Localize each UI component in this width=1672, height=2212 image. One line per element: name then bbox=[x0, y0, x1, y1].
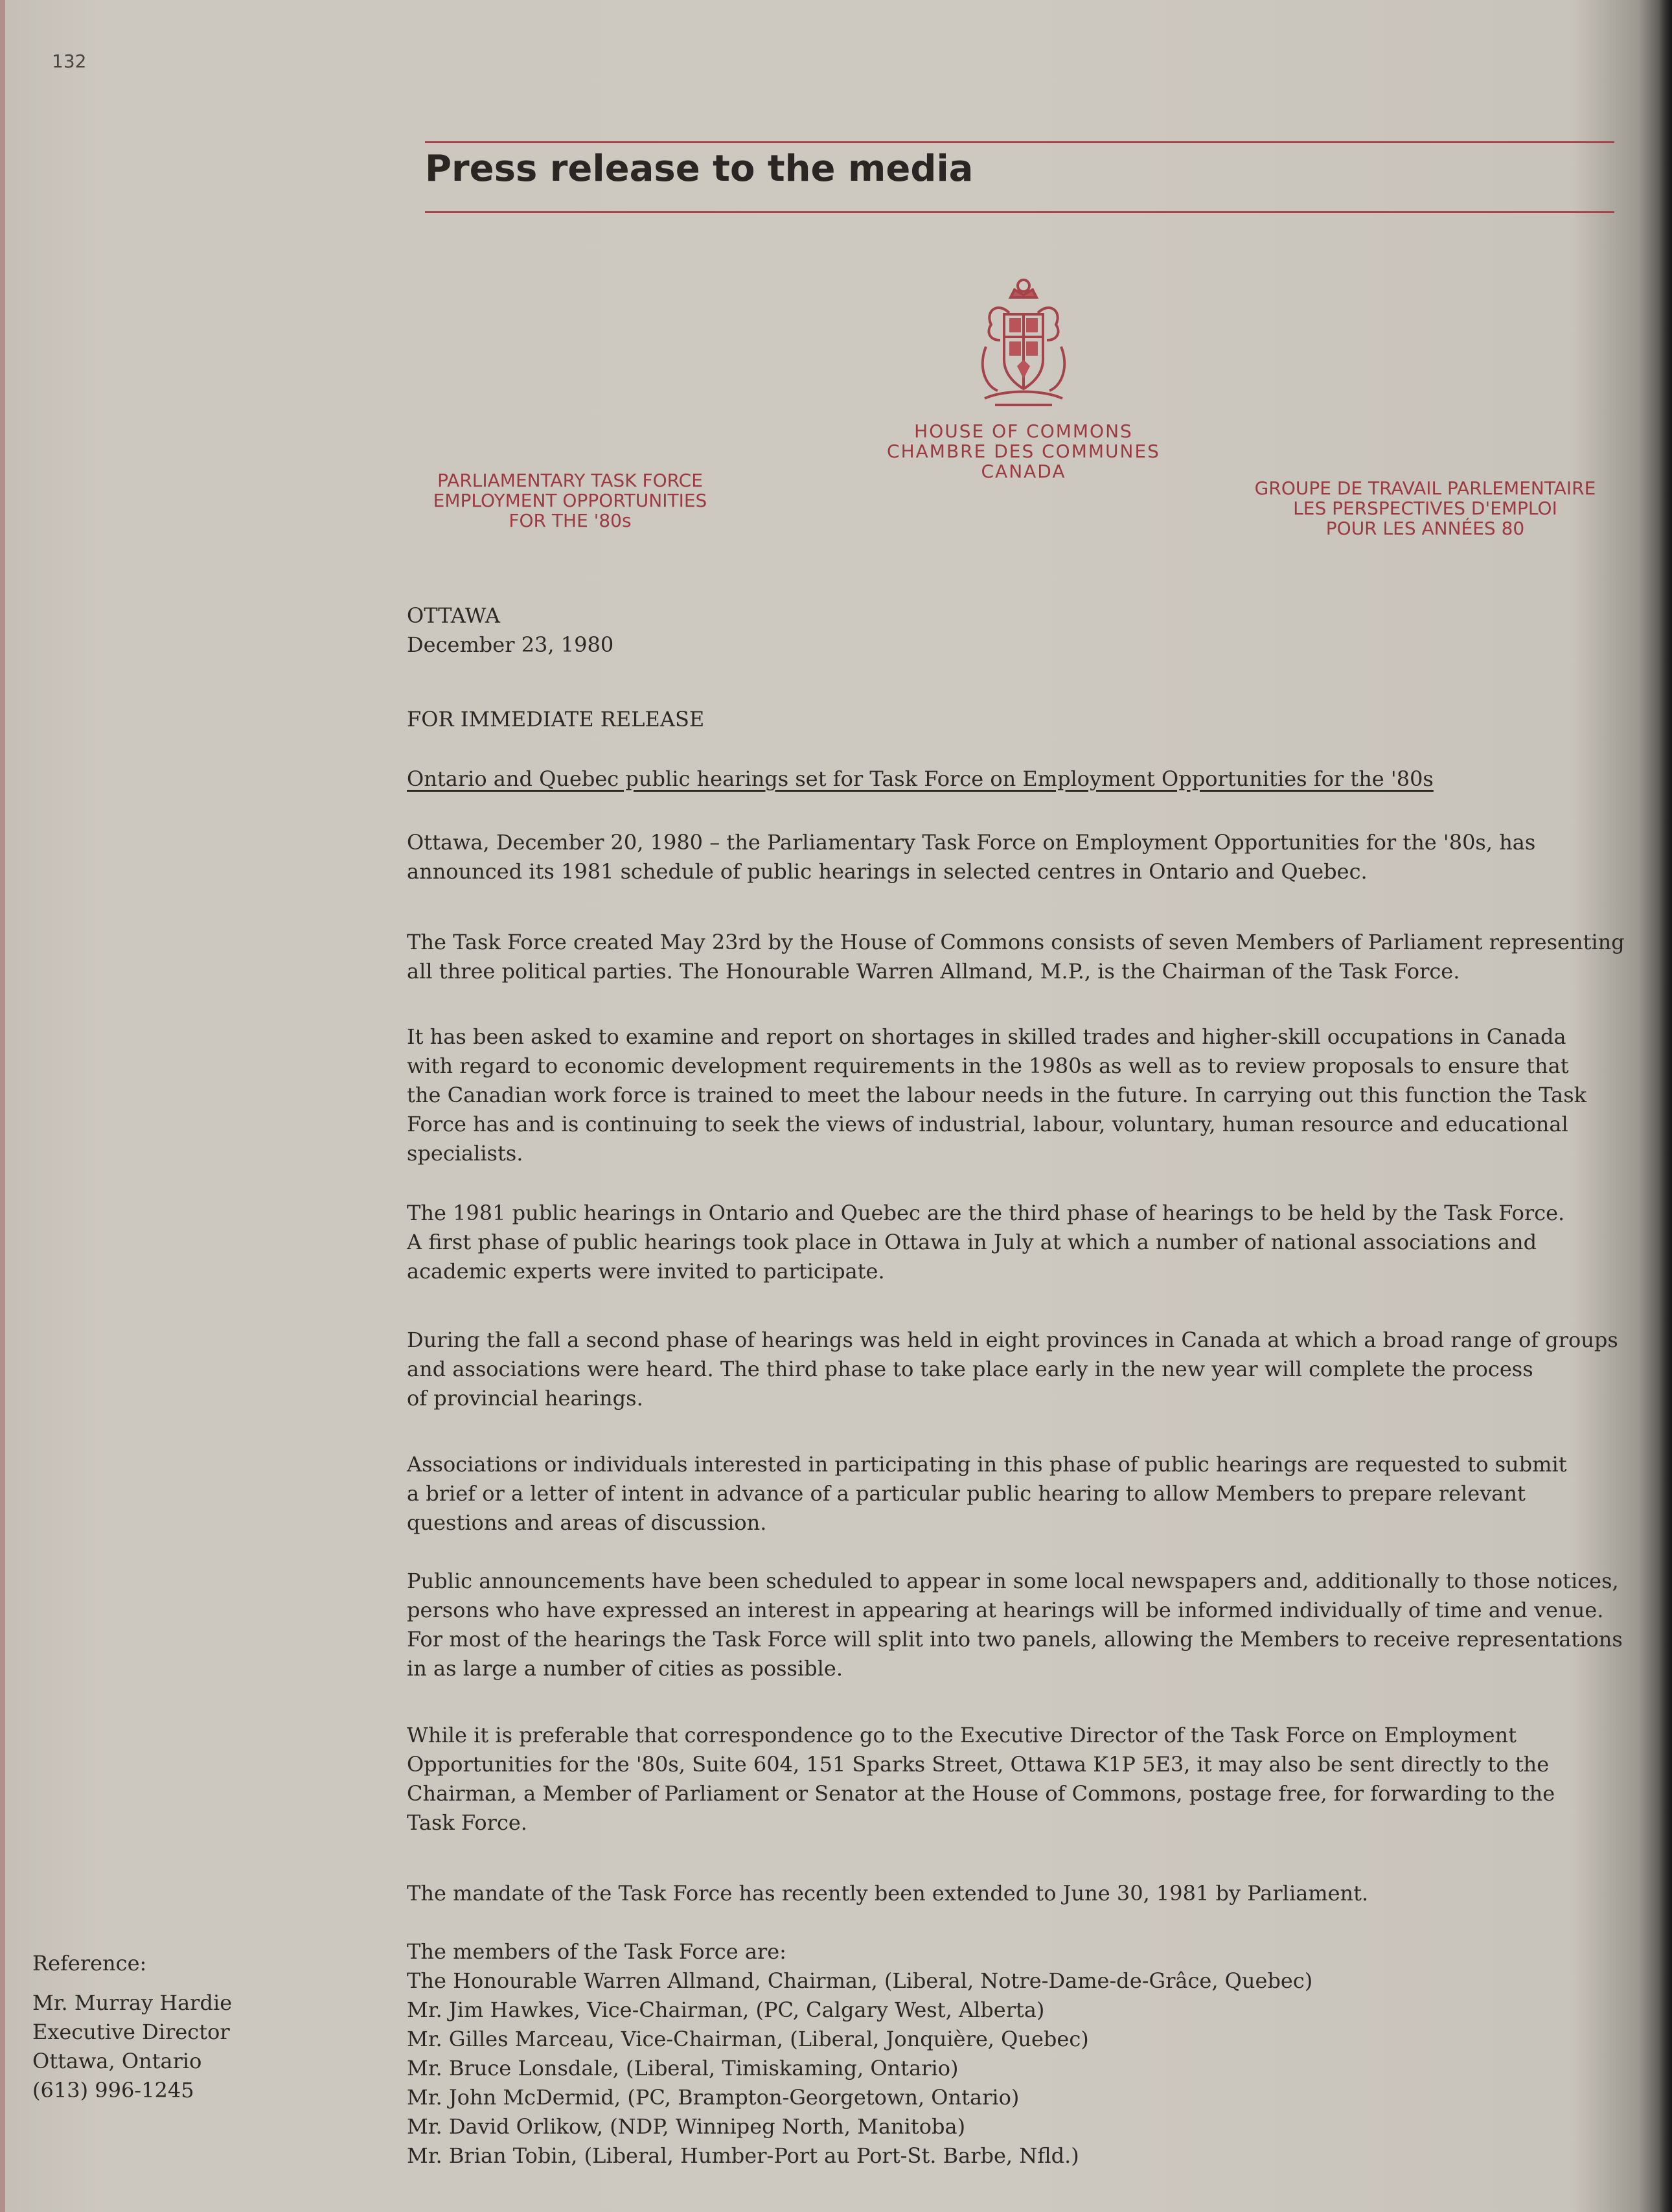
paragraph-line: academic experts were invited to participate. bbox=[407, 1259, 885, 1284]
paragraph-line: While it is preferable that correspondence go to the Executive Director of the Task Force on Employment bbox=[407, 1723, 1517, 1747]
dateline-date: December 23, 1980 bbox=[407, 632, 614, 657]
reference-line: Mr. Murray Hardie bbox=[32, 1990, 233, 2015]
paragraph bbox=[407, 1879, 1586, 1908]
org-line: POUR LES ANNÉES 80 bbox=[1325, 518, 1525, 539]
paragraph bbox=[407, 1721, 1586, 1838]
paragraph bbox=[407, 1450, 1586, 1538]
org-line: CHAMBRE DES COMMUNES bbox=[887, 441, 1160, 462]
paragraph-line: The mandate of the Task Force has recently been extended to June 30, 1981 by Parliament. bbox=[407, 1881, 1369, 1906]
dateline bbox=[407, 601, 1586, 660]
coat-of-arms-icon bbox=[972, 275, 1075, 411]
binding-shadow bbox=[1659, 0, 1672, 2212]
paragraph-line: A first phase of public hearings took place in Ottawa in July at which a number of national associations and bbox=[407, 1230, 1537, 1254]
paragraph-line: Associations or individuals interested in participating in this phase of public hearings are requested to submit bbox=[407, 1452, 1567, 1477]
header-title: Press release to the media bbox=[425, 148, 974, 190]
paragraph-line: of provincial hearings. bbox=[407, 1386, 643, 1411]
paragraph-line: the Canadian work force is trained to meet the labour needs in the future. In carrying out this function the Task bbox=[407, 1083, 1587, 1107]
org-line: FOR THE '80s bbox=[509, 510, 632, 531]
paragraph-line: Force has and is continuing to seek the views of industrial, labour, voluntary, human resource and educational bbox=[407, 1112, 1568, 1136]
paragraph-line: It has been asked to examine and report on shortages in skilled trades and higher-skill occupations in Canada bbox=[407, 1024, 1566, 1049]
task-force-org-english bbox=[402, 470, 739, 531]
paragraph-line: During the fall a second phase of hearings was held in eight provinces in Canada at which a broad range of groups bbox=[407, 1328, 1618, 1352]
org-line: LES PERSPECTIVES D'EMPLOI bbox=[1293, 498, 1557, 519]
reference-line: (613) 996-1245 bbox=[32, 2078, 194, 2103]
org-line: CANADA bbox=[981, 461, 1066, 482]
members-list bbox=[407, 1937, 1586, 2171]
house-of-commons-org bbox=[829, 421, 1218, 481]
headline: Ontario and Quebec public hearings set for Task Force on Employment Opportunities for the '80s bbox=[407, 766, 1434, 791]
paragraph-line: Opportunities for the '80s, Suite 604, 151 Sparks Street, Ottawa K1P 5E3, it may also be sent directly to the bbox=[407, 1752, 1550, 1777]
paragraph-line: Chairman, a Member of Parliament or Senator at the House of Commons, postage free, for forwarding to the bbox=[407, 1781, 1555, 1806]
paragraph-line: with regard to economic development requirements in the 1980s as well as to review proposals to ensure that bbox=[407, 1054, 1569, 1078]
paragraph-line: announced its 1981 schedule of public hearings in selected centres in Ontario and Quebec. bbox=[407, 859, 1368, 884]
paragraph bbox=[407, 1022, 1586, 1168]
org-line: PARLIAMENTARY TASK FORCE bbox=[437, 470, 703, 491]
paragraph-line: persons who have expressed an interest in appearing at hearings will be informed individually of time and venue. bbox=[407, 1598, 1604, 1622]
reference-line: Ottawa, Ontario bbox=[32, 2049, 202, 2073]
member-item: Mr. David Orlikow, (NDP, Winnipeg North, Manitoba) bbox=[407, 2114, 966, 2139]
paragraph-line: all three political parties. The Honourable Warren Allmand, M.P., is the Chairman of the Task Force. bbox=[407, 959, 1460, 984]
release-label: FOR IMMEDIATE RELEASE bbox=[407, 707, 705, 732]
paragraph-line: specialists. bbox=[407, 1141, 523, 1166]
page-number: 132 bbox=[52, 51, 87, 72]
member-item: Mr. Brian Tobin, (Liberal, Humber-Port au Port-St. Barbe, Nfld.) bbox=[407, 2143, 1079, 2168]
paragraph-line: The 1981 public hearings in Ontario and Quebec are the third phase of hearings to be held by the Task Force. bbox=[407, 1201, 1565, 1225]
org-line: HOUSE OF COMMONS bbox=[914, 421, 1133, 442]
org-line: GROUPE DE TRAVAIL PARLEMENTAIRE bbox=[1254, 478, 1596, 499]
member-item: The Honourable Warren Allmand, Chairman, (Liberal, Notre-Dame-de-Grâce, Quebec) bbox=[407, 1968, 1313, 1993]
header-rule-bottom bbox=[425, 211, 1614, 213]
paragraph-line: questions and areas of discussion. bbox=[407, 1510, 767, 1535]
member-item: Mr. Gilles Marceau, Vice-Chairman, (Liberal, Jonquière, Quebec) bbox=[407, 2027, 1089, 2051]
task-force-org-french bbox=[1218, 478, 1632, 538]
paragraph bbox=[407, 1326, 1618, 1413]
reference-line: Executive Director bbox=[32, 2020, 230, 2044]
paragraph-line: and associations were heard. The third phase to take place early in the new year will complete the process bbox=[407, 1357, 1533, 1381]
org-line: EMPLOYMENT OPPORTUNITIES bbox=[433, 490, 707, 511]
dateline-city: OTTAWA bbox=[407, 603, 500, 628]
paragraph bbox=[407, 828, 1586, 886]
member-item: Mr. John McDermid, (PC, Brampton-Georgetown, Ontario) bbox=[407, 2085, 1020, 2110]
member-item: Mr. Jim Hawkes, Vice-Chairman, (PC, Calgary West, Alberta) bbox=[407, 1998, 1045, 2022]
paragraph-line: For most of the hearings the Task Force will split into two panels, allowing the Members to receive representations bbox=[407, 1627, 1623, 1652]
reference-label: Reference: bbox=[32, 1951, 147, 1976]
header-rule-top bbox=[425, 141, 1614, 143]
reference-block bbox=[32, 1949, 369, 2105]
page-edge bbox=[0, 0, 5, 2212]
paragraph bbox=[407, 1199, 1586, 1286]
paragraph bbox=[407, 1567, 1623, 1683]
member-item: Mr. Bruce Lonsdale, (Liberal, Timiskaming, Ontario) bbox=[407, 2056, 959, 2080]
paragraph bbox=[407, 928, 1625, 986]
paragraph-line: The Task Force created May 23rd by the House of Commons consists of seven Members of Parliament representing bbox=[407, 930, 1625, 954]
paragraph-line: Public announcements have been scheduled to appear in some local newspapers and, additionally to those notices, bbox=[407, 1569, 1619, 1593]
paragraph-line: Ottawa, December 20, 1980 – the Parliamentary Task Force on Employment Opportunities for the '80s, has bbox=[407, 830, 1536, 855]
paragraph-line: Task Force. bbox=[407, 1810, 527, 1835]
members-intro: The members of the Task Force are: bbox=[407, 1939, 786, 1964]
paragraph-line: a brief or a letter of intent in advance of a particular public hearing to allow Members to prepare relevant bbox=[407, 1481, 1526, 1506]
paragraph-line: in as large a number of cities as possible. bbox=[407, 1656, 843, 1681]
